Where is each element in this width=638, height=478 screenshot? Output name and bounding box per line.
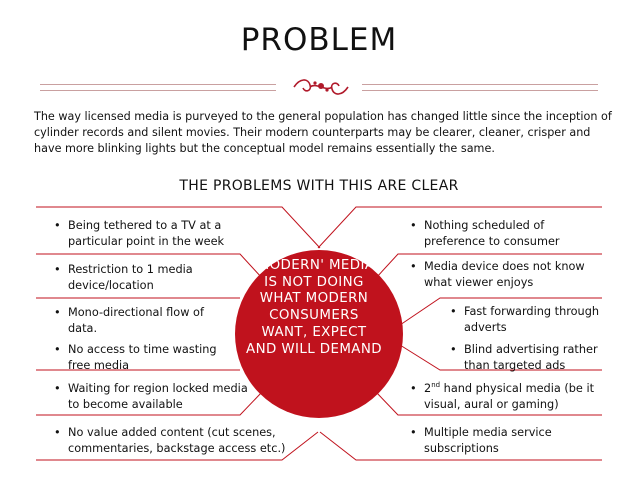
- ordinal-suffix: nd: [431, 381, 441, 390]
- right-item-6: • Multiple media service subscriptions: [410, 425, 604, 457]
- ordinal-number: 2: [424, 382, 432, 395]
- right-item-4: • Blind advertising rather than targeted ads: [450, 342, 624, 374]
- right-item-2: • Media device does not know what viewer enjoys: [410, 259, 594, 291]
- right-item-5: [410, 381, 634, 413]
- center-statement: 'MODERN' MEDIA IS NOT DOING WHAT MODERN CONSUMERS WANT, EXPECT AND WILL DEMAND: [246, 258, 382, 357]
- left-item-3: • Mono-directional flow of data.: [54, 305, 228, 337]
- right-item-1: • Nothing scheduled of preference to consumer: [410, 218, 604, 250]
- slide-title: PROBLEM: [240, 22, 398, 58]
- left-item-1: • Being tethered to a TV at a particular point in the week: [54, 218, 258, 250]
- left-item-5: • Waiting for region locked media to become available: [54, 381, 258, 413]
- right-item-3: • Fast forwarding through adverts: [450, 304, 624, 336]
- section-subheading: THE PROBLEMS WITH THIS ARE CLEAR: [179, 178, 459, 194]
- intro-paragraph: The way licensed media is purveyed to the general population has changed little since the inception of cylinder records and silent movies. Their modern counterparts may be clearer, cleaner, crisper and have more blinking lights but the conceptual model remains essentially the same.: [34, 110, 612, 155]
- left-item-6: • No value added content (cut scenes, commentaries, backstage access etc.): [54, 425, 308, 457]
- left-item-2: • Restriction to 1 media device/location: [54, 262, 238, 294]
- left-item-4: • No access to time wasting free media: [54, 342, 218, 374]
- right-item-5-text: hand physical media (be it visual, aural or gaming): [424, 382, 595, 411]
